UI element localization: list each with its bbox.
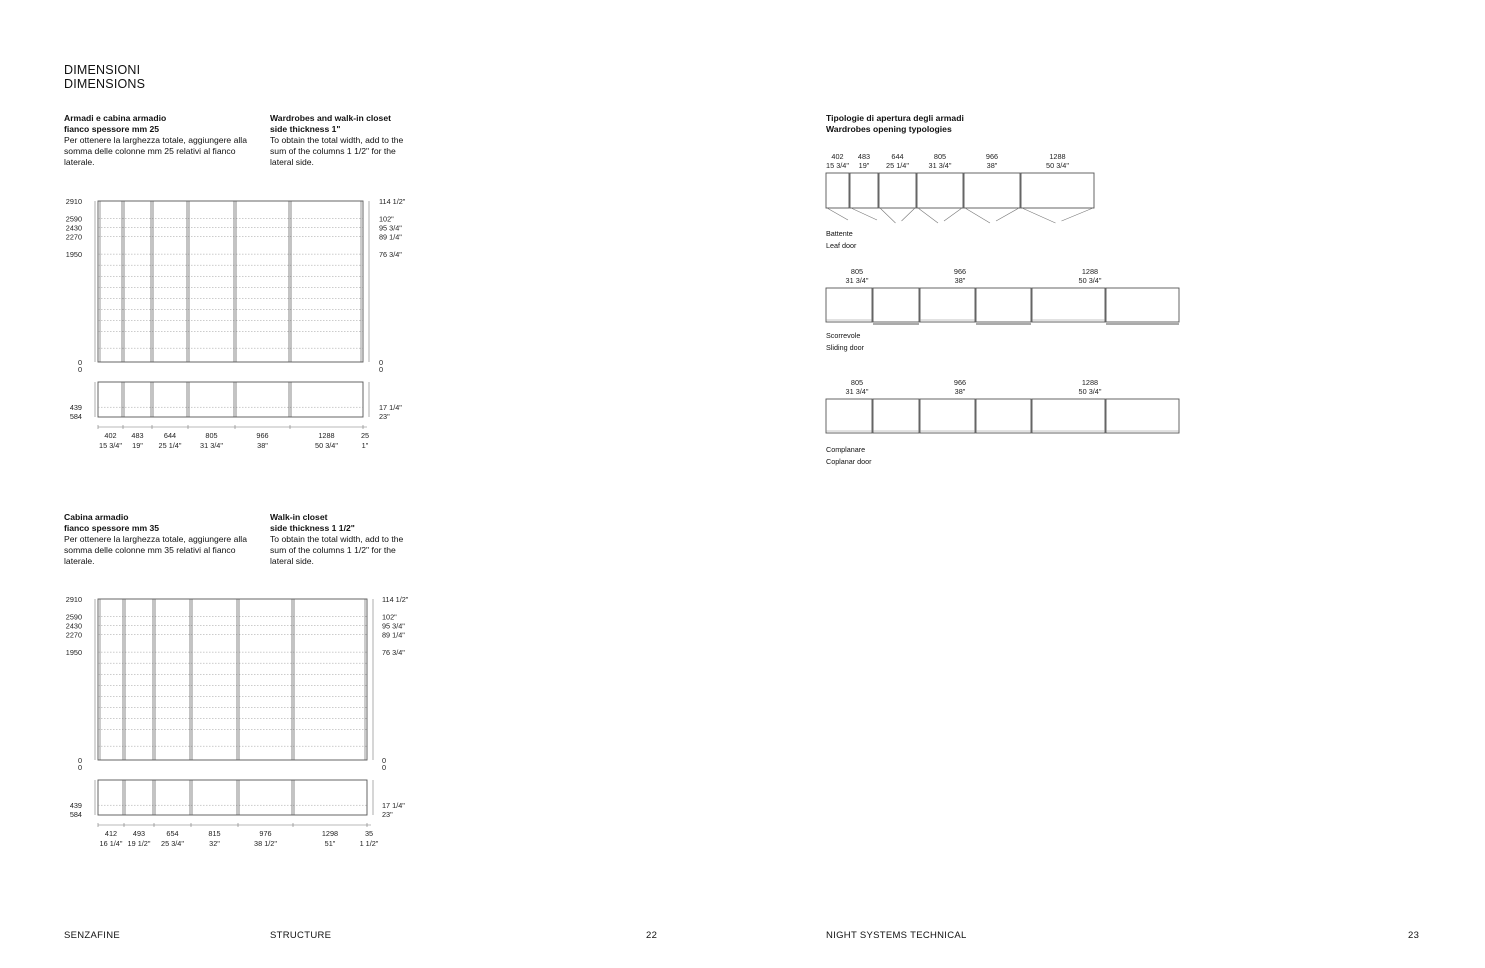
leaf-swing-line: [965, 208, 990, 223]
coplanar-door-module: [1106, 399, 1179, 433]
height-label-mm: 1950: [65, 648, 82, 658]
leaf-width-mm: 966: [985, 152, 999, 161]
footer-section: STRUCTURE: [270, 930, 332, 941]
height-label-mm: 2910: [65, 197, 82, 206]
sliding-width-mm: 805: [850, 267, 864, 276]
leaf-width-mm: 644: [891, 152, 904, 161]
section2-it-body: Per ottenere la larghezza totale, aggiungere alla somma delle colonne mm 35 relativi al fianco laterale.: [64, 534, 247, 566]
height-label-mm: 1950: [65, 250, 82, 260]
leaf-width-in: 25 1/4": [886, 161, 909, 170]
width-label-in: 50 3/4": [315, 441, 338, 450]
leaf-swing-line: [1062, 208, 1094, 221]
width-label-mm: 493: [132, 829, 146, 838]
footer-chapter: NIGHT SYSTEMS TECHNICAL: [826, 930, 967, 941]
width-label-in: 25 3/4": [161, 839, 184, 848]
width-label-in: 38 1/2": [254, 839, 277, 848]
leaf-swing-line: [918, 208, 938, 223]
leaf-door-module: [1021, 173, 1094, 208]
leaf-label-en: Leaf door: [826, 241, 857, 250]
coplanar-door-label: [826, 445, 872, 466]
width-label-mm: 35: [364, 829, 374, 838]
section1-drawing: [60, 190, 420, 460]
coplanar-width-mm: 1288: [1081, 378, 1099, 387]
section1-it-heading-2: fianco spessore mm 25: [64, 124, 160, 134]
section1-it-heading-1: Armadi e cabina armadio: [64, 113, 167, 123]
height-label-in: 76 3/4": [382, 648, 405, 658]
width-label-in: 19 1/2": [127, 839, 151, 848]
leaf-width-mm: 483: [857, 152, 871, 161]
sliding-width-mm: 1288: [1081, 267, 1099, 276]
elevation-frame: [98, 201, 363, 362]
height-label-mm: 2430: [65, 223, 82, 233]
depth-label-in: 23": [382, 810, 393, 819]
width-label-in: 51": [324, 839, 336, 848]
width-label-mm: 654: [166, 829, 179, 838]
width-label-in: 1": [361, 441, 369, 450]
typologies-heading-it: Tipologie di apertura degli armadi: [826, 113, 964, 123]
section2-en-body: To obtain the total width, add to the sum of the columns 1 1/2" for the lateral side.: [270, 534, 404, 566]
height-label-in: 0: [382, 756, 387, 765]
section2-drawing: [60, 588, 425, 858]
leaf-swing-line: [1022, 208, 1056, 223]
section2-it: [64, 512, 249, 567]
typologies-drawing: [820, 148, 1190, 478]
leaf-swing-line: [851, 208, 877, 220]
elevation-frame: [98, 599, 367, 760]
width-label-in: 31 3/4": [200, 441, 223, 450]
width-label-mm: 25: [360, 431, 370, 440]
coplanar-label-en: Coplanar door: [826, 457, 872, 466]
plan-frame: [98, 780, 367, 815]
height-label-in: 95 3/4": [382, 621, 405, 631]
width-label-mm: 412: [104, 829, 118, 838]
width-label-mm: 644: [163, 431, 177, 440]
width-label-in: 1 1/2": [359, 839, 379, 848]
leaf-width-in: 50 3/4": [1046, 161, 1069, 170]
sliding-label-en: Sliding door: [826, 343, 864, 352]
width-label-mm: 805: [205, 431, 218, 440]
leaf-door-label: [826, 229, 856, 250]
leaf-width-mm: 1288: [1049, 152, 1066, 161]
coplanar-width-mm: 966: [953, 378, 967, 387]
coplanar-door-module: [920, 399, 975, 433]
leaf-swing-line: [996, 208, 1019, 221]
depth-label-in: 0: [382, 763, 387, 772]
depth-label-mm: 439: [69, 403, 82, 413]
width-label-in: 15 3/4": [99, 441, 122, 450]
width-label-in: 16 1/4": [99, 839, 123, 848]
width-label-in: 19": [132, 441, 143, 450]
height-label-mm: 2270: [65, 232, 82, 242]
leaf-door-module: [850, 173, 878, 208]
section1-en-body: To obtain the total width, add to the sum of the columns 1 1/2" for the lateral side.: [270, 135, 404, 167]
height-label-in: 95 3/4": [379, 223, 402, 233]
width-label-mm: 966: [256, 431, 269, 440]
height-label-mm: 0: [77, 756, 82, 765]
coplanar-width-in: 50 3/4": [1078, 387, 1102, 396]
height-label-in: 76 3/4": [379, 250, 402, 260]
height-label-mm: 2430: [65, 621, 82, 631]
depth-label-in: 0: [379, 365, 384, 374]
section1-it: [64, 113, 249, 168]
leaf-door-module: [879, 173, 916, 208]
leaf-swing-line: [902, 208, 916, 221]
sliding-width-mm: 966: [953, 267, 967, 276]
height-label-in: 89 1/4": [379, 232, 402, 242]
depth-label-in: 23": [379, 412, 390, 421]
depth-label-mm: 0: [77, 365, 82, 374]
width-label-mm: 815: [208, 829, 221, 838]
leaf-width-mm: 402: [831, 152, 844, 161]
sliding-door-module: [976, 288, 1031, 322]
section2-it-heading-1: Cabina armadio: [64, 512, 129, 522]
height-label-in: 114 1/2": [382, 595, 409, 604]
width-label-in: 25 1/4": [158, 441, 182, 450]
typologies-header: [826, 113, 1076, 135]
height-label-in: 0: [379, 358, 384, 367]
coplanar-width-in: 38": [954, 387, 966, 396]
sliding-width-in: 50 3/4": [1078, 276, 1102, 285]
sliding-door-module: [873, 288, 919, 322]
height-label-mm: 2270: [65, 630, 82, 640]
section2-en: [270, 512, 410, 567]
width-label-mm: 976: [259, 829, 272, 838]
width-label-mm: 1298: [321, 829, 339, 838]
width-label-in: 38": [257, 441, 268, 450]
leaf-swing-line: [880, 208, 896, 223]
plan-frame: [98, 382, 363, 417]
height-label-mm: 2590: [65, 612, 82, 622]
depth-label-mm: 584: [69, 810, 82, 819]
sliding-door-module: [1032, 288, 1105, 322]
section2-it-heading-2: fianco spessore mm 35: [64, 523, 160, 533]
footer-brand: SENZAFINE: [64, 930, 121, 941]
coplanar-door-module: [873, 399, 919, 433]
depth-label-mm: 584: [69, 412, 82, 421]
coplanar-width-mm: 805: [850, 378, 864, 387]
sliding-door-label: [826, 331, 864, 352]
coplanar-door-module: [826, 399, 872, 433]
sliding-width-in: 31 3/4": [845, 276, 869, 285]
depth-label-in: 17 1/4": [382, 801, 405, 811]
width-label-in: 32": [209, 839, 220, 848]
sliding-width-in: 38": [954, 276, 966, 285]
sliding-door-module: [920, 288, 975, 322]
leaf-door-module: [917, 173, 963, 208]
leaf-width-mm: 805: [933, 152, 947, 161]
title-it: DIMENSIONI: [64, 63, 141, 77]
leaf-swing-line: [944, 208, 962, 221]
height-label-in: 114 1/2": [379, 197, 406, 206]
depth-label-mm: 439: [69, 801, 82, 811]
section1-en-heading-1: Wardrobes and walk-in closet: [270, 113, 391, 123]
title-en: DIMENSIONS: [64, 77, 146, 91]
page-number-right: 23: [1408, 930, 1420, 941]
page-title: [64, 63, 145, 91]
height-label-mm: 2590: [65, 214, 82, 224]
height-label-in: 89 1/4": [382, 630, 405, 640]
depth-label-in: 17 1/4": [379, 403, 402, 413]
coplanar-door-module: [1032, 399, 1105, 433]
height-label-in: 102": [379, 214, 394, 224]
leaf-width-in: 38": [986, 161, 998, 170]
sliding-door-module: [826, 288, 872, 322]
page-number-left: 22: [646, 930, 658, 941]
leaf-width-in: 19": [858, 161, 870, 170]
width-label-mm: 483: [131, 431, 144, 440]
leaf-door-module: [826, 173, 849, 208]
section1-it-body: Per ottenere la larghezza totale, aggiungere alla somma delle colonne mm 25 relativi al fianco laterale.: [64, 135, 247, 167]
leaf-swing-line: [827, 208, 848, 220]
height-label-mm: 2910: [65, 595, 82, 604]
typologies-heading-en: Wardrobes opening typologies: [826, 124, 952, 134]
coplanar-width-in: 31 3/4": [845, 387, 869, 396]
leaf-width-in: 31 3/4": [928, 161, 952, 170]
height-label-mm: 0: [77, 358, 82, 367]
width-label-mm: 402: [104, 431, 117, 440]
coplanar-door-module: [976, 399, 1031, 433]
section2-en-heading-1: Walk-in closet: [270, 512, 328, 522]
leaf-door-module: [964, 173, 1020, 208]
section2-en-heading-2: side thickness 1 1/2": [270, 523, 355, 533]
section1-en-heading-2: side thickness 1": [270, 124, 341, 134]
sliding-label-it: Scorrevole: [826, 331, 861, 340]
sliding-door-module: [1106, 288, 1179, 322]
leaf-width-in: 15 3/4": [826, 161, 849, 170]
depth-label-mm: 0: [77, 763, 82, 772]
coplanar-label-it: Complanare: [826, 445, 866, 454]
width-label-mm: 1288: [318, 431, 335, 440]
leaf-label-it: Battente: [826, 229, 853, 238]
section1-en: [270, 113, 410, 168]
height-label-in: 102": [382, 612, 397, 622]
